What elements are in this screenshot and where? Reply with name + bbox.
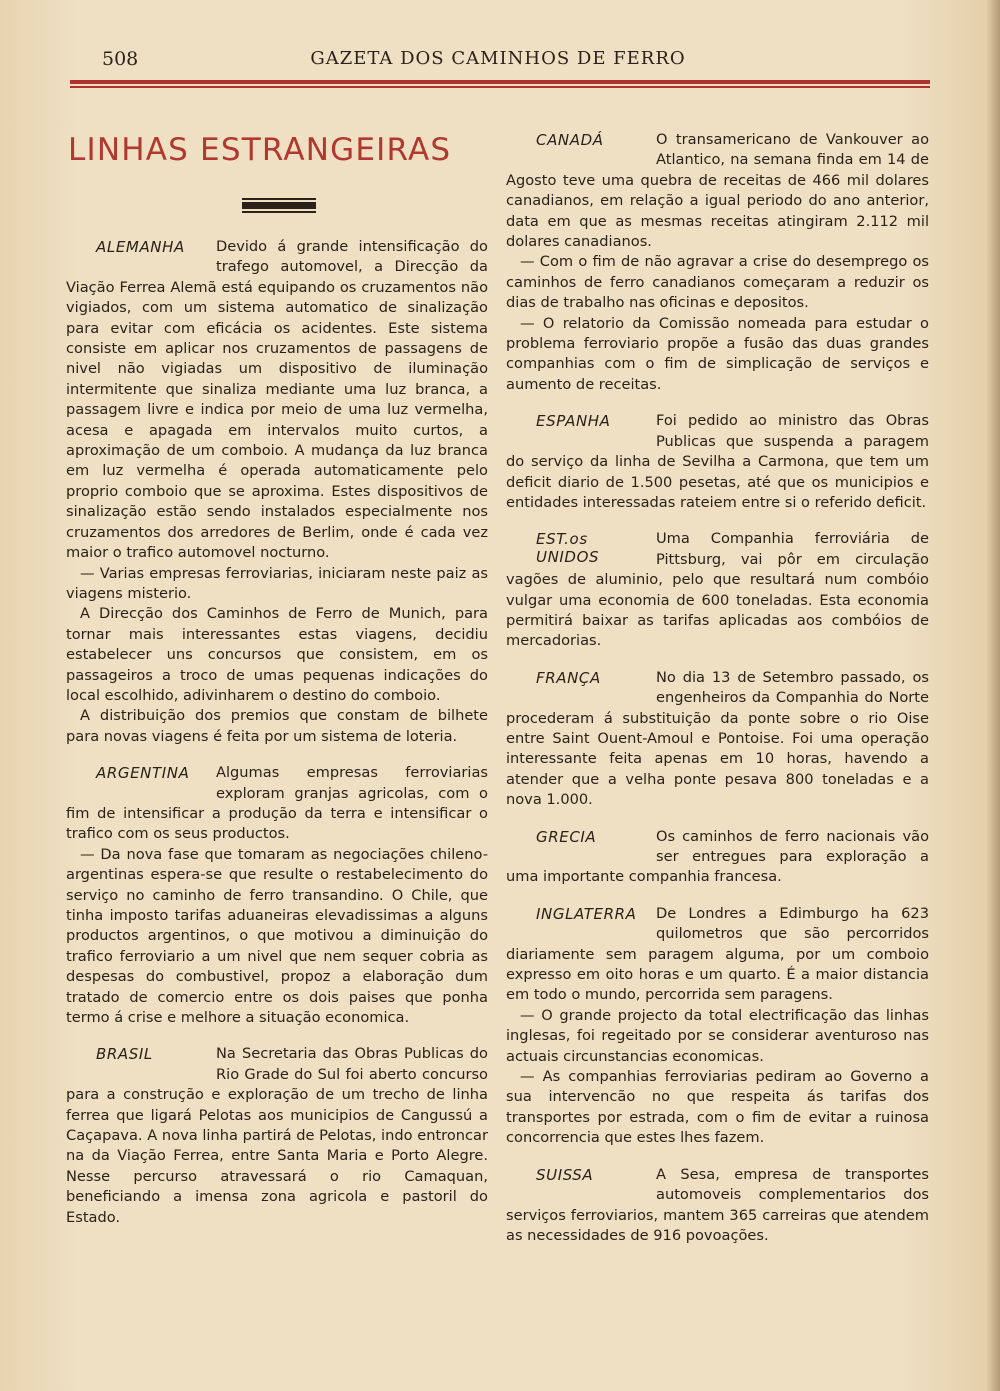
section-title: LINHAS ESTRANGEIRAS [68, 132, 452, 168]
country-heading: EST.os UNIDOS [536, 530, 600, 567]
news-paragraph: No dia 13 de Setembro passado, os engenheiros da Companhia do Norte procederam á substituição da ponte sobre o rio Oise entre Saint Ouent-Amoul e Pontoise. Foi uma operação interessante feita apenas em 10 horas, havendo a atender que a velha ponte pesava 800 toneladas e a nova 1.000. [506, 668, 929, 809]
left-column [66, 110, 488, 1228]
country-heading: ALEMANHA [96, 238, 185, 256]
news-paragraph: Foi pedido ao ministro das Obras Publicas que suspenda a paragem do serviço da linha de Sevilha a Carmona, que tem um deficit diario de 1.500 pesetas, até que os municipios e entidades interessadas rateiem entre si o referido deficit. [506, 412, 929, 511]
news-paragraph: — Varias empresas ferroviarias, iniciaram neste paiz as viagens misterio. [66, 564, 488, 602]
news-entry-suissa [506, 1165, 929, 1247]
country-heading: ESPANHA [536, 412, 611, 431]
publication-title: GAZETA DOS CAMINHOS DE FERRO [310, 48, 686, 69]
country-heading: GRECIA [536, 827, 597, 846]
news-entry-grecia [506, 827, 929, 888]
right-column [506, 130, 929, 1246]
country-heading: BRASIL [96, 1045, 153, 1064]
news-entry-inglaterra [506, 904, 929, 1149]
news-entry-alemanha [66, 237, 488, 747]
left-entries [66, 237, 488, 1228]
header-rule-thick [70, 80, 930, 84]
news-paragraph: — Da nova fase que tomaram as negociações chileno-argentinas espera-se que resulte o restabelecimento do serviço no caminho de ferro transandino. O Chile, que tinha imposto tarifas aduaneiras elevadissimas a alguns productos argentinos, o que motivou a diminuição do trafico ferroviario a um nivel que nem sequer cobria as despesas do combustivel, propoz a elaboração dum tratado de comercio entre os dois paises que ponha termo á crise e melhore a situação economica. [66, 845, 488, 1027]
country-heading: CANADÁ [536, 131, 604, 149]
news-paragraph: — O grande projecto da total electrificação das linhas inglesas, foi regeitado por se considerar aventuroso nas actuais circunstancias economicas. [506, 1006, 929, 1065]
news-entry-franca [506, 668, 929, 811]
title-ornament [242, 198, 316, 213]
news-paragraph: Os caminhos de ferro nacionais vão ser entregues para exploração a uma importante companhia francesa. [506, 827, 929, 886]
news-paragraph: A distribuição dos premios que constam de bilhete para novas viagens é feita por um sistema de loteria. [66, 707, 488, 745]
news-paragraph: A Direcção dos Caminhos de Ferro de Munich, para tornar mais interessantes estas viagens, decidiu estabelecer uns concursos que consistem, em os passageiros a troco de umas pequenas indicações do local escolhido, adivinharem o destino do comboio. [66, 605, 488, 704]
page-spine-shadow [986, 0, 1000, 1391]
news-entry-brasil [66, 1044, 488, 1228]
news-paragraph: — Com o fim de não agravar a crise do desemprego os caminhos de ferro canadianos começaram a reduzir os dias de trabalho nas oficinas e depositos. [506, 253, 929, 312]
news-paragraph: — As companhias ferroviarias pediram ao Governo a sua intervencão no que respeita ás tarifas dos transportes por estrada, com o fim de evitar a ruinosa concorrencia que estes lhes fazem. [506, 1068, 929, 1147]
page-header [70, 44, 926, 76]
news-paragraph: Uma Companhia ferroviária de Pittsburg, vai pôr em circulação vagões de aluminio, pelo que resultará num combóio vulgar uma economia de 600 toneladas. Esta economia permitirá baixar as tarifas aplicadas aos combóios de mercadorias. [506, 530, 929, 650]
news-paragraph: Na Secretaria das Obras Publicas do Rio Grade do Sul foi aberto concurso para a construção e exploração de um trecho de linha ferrea que ligará Pelotas aos municipios de Cangussú a Caçapava. A nova linha partirá de Pelotas, indo entroncar na da Viação Ferrea, entre Santa Maria e Porto Alegre. Nesse percurso atravessará o rio Camaquan, beneficiando a imensa zona agricola e pastoril do Estado. [66, 1045, 488, 1226]
news-paragraph: A Sesa, empresa de transportes automoveis complementarios dos serviços ferroviarios, mantem 365 carreiras que atendem as necessidades de 916 povoações. [506, 1165, 929, 1244]
country-heading: INGLATERRA [536, 904, 637, 923]
header-rule-thin [70, 86, 930, 88]
right-entries [506, 130, 929, 1246]
news-entry-est-os-unidos [506, 529, 929, 651]
news-entry-espanha [506, 411, 929, 513]
news-paragraph: Algumas empresas ferroviarias exploram granjas agricolas, com o fim de intensificar a produção da terra e intensificar o trafico com os seus productos. [66, 764, 488, 843]
country-heading: FRANÇA [536, 668, 601, 687]
page-number: 508 [102, 48, 139, 70]
news-entry-argentina [66, 763, 488, 1028]
news-paragraph: Devido á grande intensificação do trafego automovel, a Direcção da Viação Ferrea Alemã está equipando os cruzamentos não vigiados, com um sistema automatico de sinalização para evitar com eficácia os acidentes. Este sistema consiste em aplicar nos cruzamentos de passagens de nivel não vigiadas um dispositivo de iluminação intermitente que sinaliza mediante uma luz branca, a passagem livre e indica por meio de uma luz vermelha, acesa e apagada em intervalos muito curtos, a aproximação de um comboio. A mudança da luz branca em luz vermelha é operada automaticamente pelo proprio comboio que se aproxima. Estes dispositivos de sinalização estão sendo instalados especialmente nos cruzamentos dos arredores de Berlim, onde é cada vez maior o trafico automovel nocturno. [66, 238, 488, 562]
news-paragraph: O transamericano de Vankouver ao Atlantico, na semana finda em 14 de Agosto teve uma quebra de receitas de 466 mil dolares canadianos, em relação a igual periodo do ano anterior, data em que as mesmas receitas atingiram 2.112 mil dolares canadianos. [506, 131, 929, 251]
news-paragraph: — O relatorio da Comissão nomeada para estudar o problema ferroviario propõe a fusão das duas grandes companhias com o fim de simplicação de serviços e aumento de receitas. [506, 314, 929, 393]
news-entry-canada [506, 130, 929, 395]
country-heading: SUISSA [536, 1165, 594, 1184]
country-heading: ARGENTINA [96, 764, 190, 783]
news-paragraph: De Londres a Edimburgo ha 623 quilometros que são percorridos diariamente sem paragem alguma, por um comboio expresso em oito horas e um quarto. É a maior distancia em todo o mundo, percorrida sem paragens. [506, 904, 929, 1004]
